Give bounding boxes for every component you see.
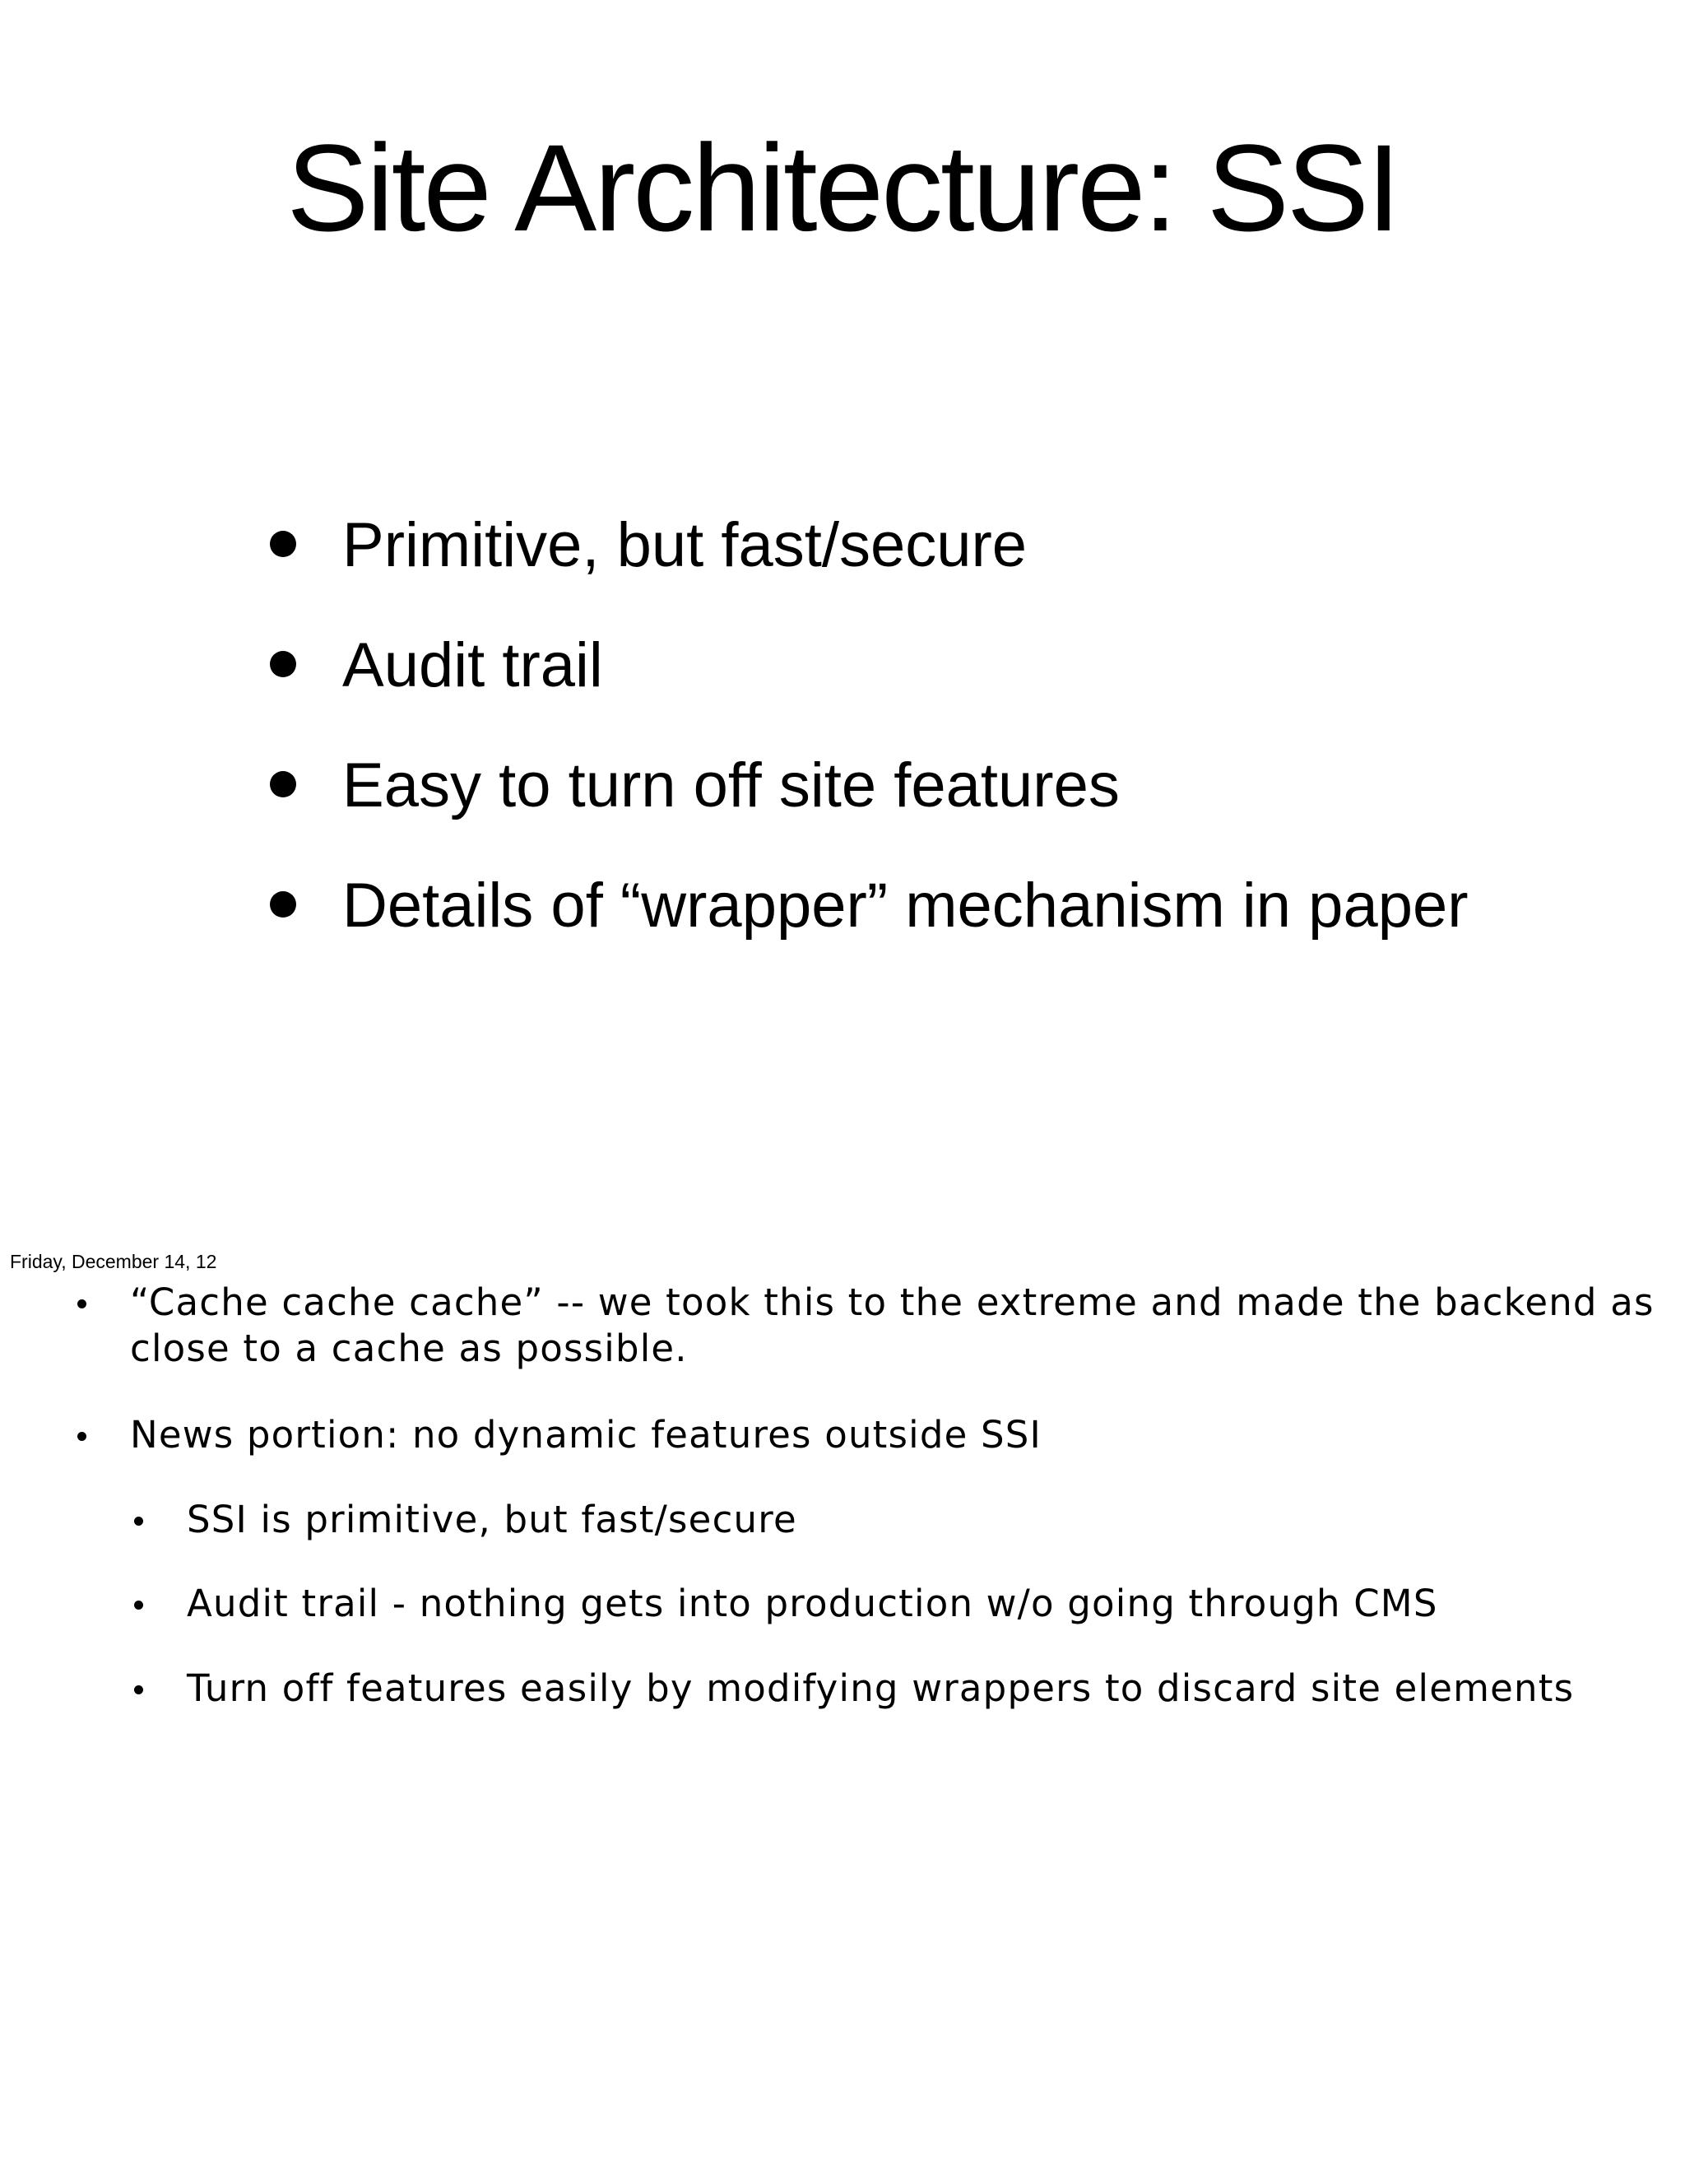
note-text: SSI is primitive, but fast/secure — [187, 1498, 797, 1541]
note-text: News portion: no dynamic features outside SSI — [130, 1413, 1042, 1457]
slide-bullet — [263, 862, 1469, 983]
slide-bullet — [263, 742, 1469, 862]
slide-date: Friday, December 14, 12 — [10, 1251, 217, 1272]
slide-bullet-text: Primitive, but fast/secure — [342, 510, 1028, 580]
bullet-dot-icon — [270, 771, 296, 797]
bullet-dot-icon — [134, 1517, 143, 1526]
bullet-dot-icon — [77, 1299, 86, 1308]
note-text: Audit trail - nothing gets into production w/o going through CMS — [187, 1582, 1438, 1625]
note-item — [130, 1412, 1042, 1458]
note-text-continued: close to a cache as possible. — [130, 1327, 688, 1370]
bullet-dot-icon — [134, 1685, 143, 1694]
slide-bullet — [263, 622, 1469, 742]
note-subitem — [187, 1497, 797, 1543]
bullet-dot-icon — [270, 891, 296, 918]
note-text: “Cache cache cache” -- we took this to the extreme and made the backend as — [130, 1280, 1655, 1324]
bullet-dot-icon — [270, 531, 296, 557]
slide-bullet — [263, 502, 1469, 622]
slide-title: Site Architecture: SSI — [286, 118, 1399, 257]
note-subitem — [187, 1581, 1438, 1627]
slide-bullet-list — [263, 502, 1469, 983]
slide-bullet-text: Details of “wrapper” mechanism in paper — [342, 871, 1469, 941]
note-item — [130, 1280, 1655, 1372]
slide-bullet-text: Easy to turn off site features — [342, 750, 1120, 820]
slide-bullet-text: Audit trail — [342, 630, 603, 700]
bullet-dot-icon — [77, 1432, 86, 1441]
note-subitem — [187, 1666, 1574, 1712]
bullet-dot-icon — [270, 651, 296, 677]
bullet-dot-icon — [134, 1601, 143, 1610]
note-text: Turn off features easily by modifying wrappers to discard site elements — [187, 1666, 1575, 1710]
